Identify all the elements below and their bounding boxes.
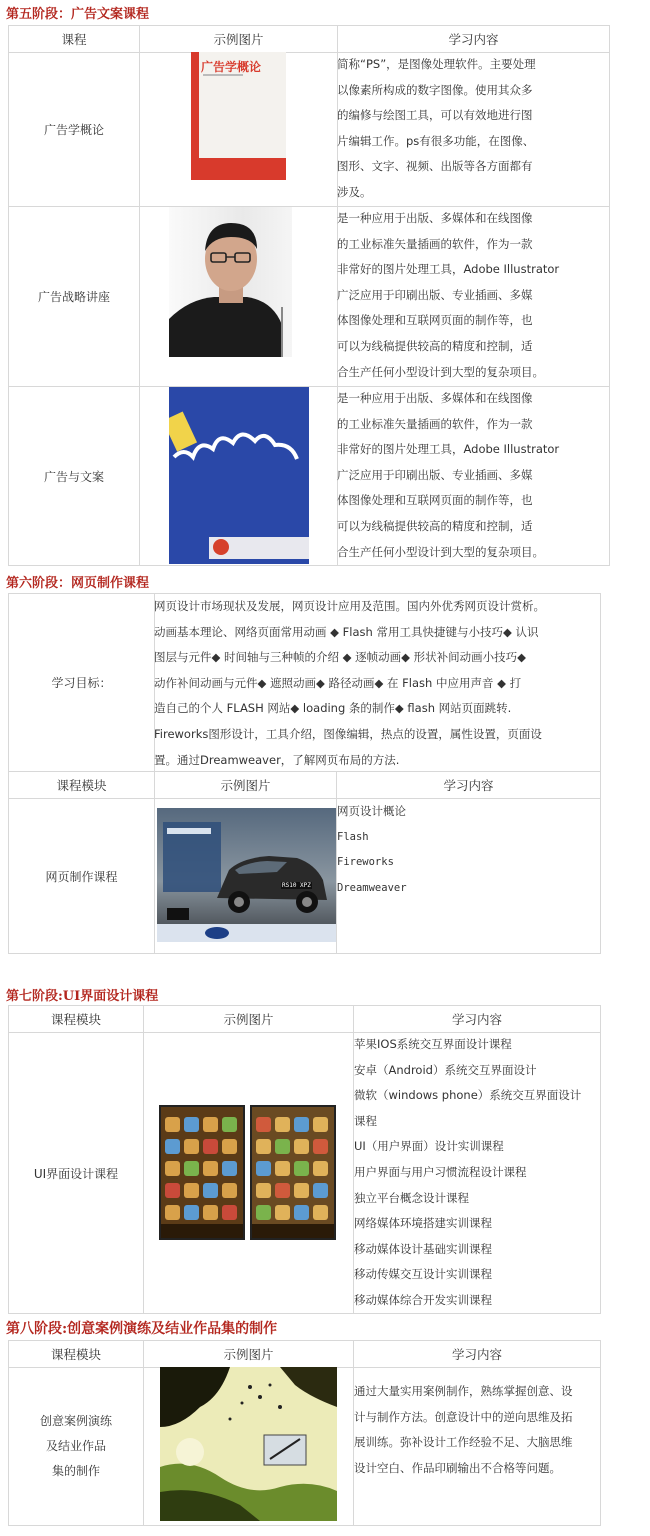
header-course: 课程 bbox=[9, 26, 140, 53]
goal-line: 网页设计市场现状及发展，网页设计应用及范围。国内外优秀网页设计赏析。 bbox=[154, 599, 545, 613]
description-line: 计与制作方法。创意设计中的逆向思维及拓 bbox=[354, 1409, 573, 1424]
header-content: 学习内容 bbox=[354, 1006, 601, 1033]
artwork-illustration bbox=[160, 1367, 337, 1521]
creative-artwork-image bbox=[160, 1367, 337, 1521]
course-name: 广告战略讲座 bbox=[9, 207, 140, 387]
description-line: 的工业标准矢量插画的软件，作为一款 bbox=[337, 416, 533, 431]
course-name bbox=[40, 1409, 112, 1484]
goal-label: 学习目标： bbox=[9, 594, 155, 772]
description-line: 简称“PS”，是图像处理软件。主要处理 bbox=[337, 57, 536, 71]
header-module: 课程模块 bbox=[9, 772, 155, 799]
description-line: 合生产任何小型设计到大型的复杂项目。 bbox=[337, 544, 544, 559]
app-icon-grid bbox=[252, 1107, 334, 1238]
cover-band bbox=[191, 158, 286, 180]
course-name-line: 集的制作 bbox=[51, 1464, 100, 1478]
content-item: Fireworks bbox=[337, 856, 394, 869]
course-name: 广告与文案 bbox=[9, 387, 140, 566]
description-line: 设计空白、作品印刷输出不合格等问题。 bbox=[354, 1460, 561, 1475]
course-name: UI界面设计课程 bbox=[9, 1033, 144, 1314]
description-line: 是一种应用于出版、多媒体和在线图像 bbox=[337, 211, 533, 225]
stage5-title: 第五阶段：广告文案课程 bbox=[6, 7, 150, 22]
description-line: 体图像处理和互联网页面的制作等，也 bbox=[337, 313, 533, 328]
description-line: 通过大量实用案例制作，熟练掌握创意、设 bbox=[354, 1384, 573, 1398]
course-name: 广告学概论 bbox=[9, 53, 140, 207]
campaign-poster-image bbox=[169, 387, 309, 564]
description-line: 广泛应用于印刷出版、专业插画、多媒 bbox=[337, 467, 533, 482]
stage7-title: 第七阶段:UI界面设计课程 bbox=[6, 989, 159, 1004]
description-line: 的工业标准矢量插画的软件，作为一款 bbox=[337, 236, 533, 251]
description-line: 片编辑工作。ps有很多功能，在图像、 bbox=[337, 133, 535, 148]
content-item: Dreamweaver bbox=[337, 881, 407, 894]
course-content-list bbox=[337, 799, 407, 901]
phone-screenshot-right bbox=[250, 1105, 336, 1240]
content-item: 微软（windows phone）系统交互界面设计 bbox=[354, 1088, 582, 1103]
content-item: 苹果IOS系统交互界面设计课程 bbox=[354, 1037, 512, 1051]
content-item: 网页设计概论 bbox=[337, 804, 406, 818]
speaker-illustration bbox=[169, 207, 292, 357]
header-content: 学习内容 bbox=[337, 772, 601, 799]
cover-line bbox=[203, 74, 243, 76]
content-item: UI（用户界面）设计实训课程 bbox=[354, 1139, 504, 1154]
header-content: 学习内容 bbox=[338, 26, 610, 53]
learning-goals bbox=[154, 594, 545, 773]
speaker-photo bbox=[169, 207, 292, 357]
content-item: Flash bbox=[337, 830, 369, 843]
header-image: 示例图片 bbox=[155, 772, 337, 799]
content-item: 移动媒体综合开发实训课程 bbox=[354, 1292, 492, 1307]
content-item: 课程 bbox=[354, 1113, 377, 1128]
header-image: 示例图片 bbox=[144, 1006, 354, 1033]
content-item: 安卓（Android）系统交互界面设计 bbox=[354, 1062, 537, 1077]
car-webpage-image bbox=[157, 808, 336, 942]
book-title: 广告学概论 bbox=[201, 60, 262, 74]
goal-line: Fireworks图形设计，工具介绍，图像编辑，热点的设置，属性设置，页面设 bbox=[154, 726, 542, 741]
description-line: 合生产任何小型设计到大型的复杂项目。 bbox=[337, 364, 544, 379]
course-description bbox=[354, 1379, 573, 1481]
goal-line: 造自己的个人 FLASH 网站◆ loading 条的制作◆ flash 网站页面跳转. bbox=[154, 701, 512, 716]
content-item: 独立平台概念设计课程 bbox=[354, 1190, 469, 1205]
car-illustration bbox=[157, 808, 336, 942]
stage6-title: 第六阶段：网页制作课程 bbox=[6, 576, 150, 591]
description-line: 非常好的图片处理工具，Adobe Illustrator bbox=[337, 442, 560, 457]
description-line: 涉及。 bbox=[337, 184, 372, 199]
description-line: 图形、文字、视频、出版等各方面都有 bbox=[337, 159, 533, 174]
goal-line: 置。通过Dreamweaver，了解网页布局的方法. bbox=[154, 752, 400, 767]
app-icon-grid bbox=[161, 1107, 243, 1238]
course-description bbox=[337, 206, 559, 385]
header-image: 示例图片 bbox=[144, 1341, 354, 1368]
description-line: 可以为线稿提供较高的精度和控制，适 bbox=[337, 518, 533, 533]
description-line: 可以为线稿提供较高的精度和控制，适 bbox=[337, 338, 533, 353]
goal-line: 动作补间动画与元件◆ 遮照动画◆ 路径动画◆ 在 Flash 中应用声音 ◆ 打 bbox=[154, 675, 522, 690]
book-cover-image bbox=[191, 52, 286, 180]
course-name-cell bbox=[9, 1368, 144, 1526]
description-line: 非常好的图片处理工具，Adobe Illustrator bbox=[337, 262, 560, 277]
description-line: 展训练。弥补设计工作经验不足、大脑思维 bbox=[354, 1435, 573, 1450]
header-module: 课程模块 bbox=[9, 1341, 144, 1368]
content-item: 用户界面与用户习惯流程设计课程 bbox=[354, 1164, 527, 1179]
header-module: 课程模块 bbox=[9, 1006, 144, 1033]
content-item: 移动媒体设计基础实训课程 bbox=[354, 1241, 492, 1256]
course-description bbox=[337, 52, 536, 206]
description-line: 是一种应用于出版、多媒体和在线图像 bbox=[337, 391, 533, 405]
stage8-title: 第八阶段:创意案例演练及结业作品集的制作 bbox=[6, 1321, 278, 1337]
description-line: 体图像处理和互联网页面的制作等，也 bbox=[337, 493, 533, 508]
course-content-list bbox=[354, 1032, 581, 1314]
header-content: 学习内容 bbox=[354, 1341, 601, 1368]
phone-screenshot-left bbox=[159, 1105, 245, 1240]
description-line: 以像素所构成的数字图像。使用其众多 bbox=[337, 82, 533, 97]
poster-illustration bbox=[169, 387, 309, 564]
header-image: 示例图片 bbox=[140, 26, 338, 53]
content-item: 网络媒体环境搭建实训课程 bbox=[354, 1216, 492, 1231]
goal-line: 图层与元件◆ 时间轴与三种帧的介绍 ◆ 逐帧动画◆ 形状补间动画小技巧◆ bbox=[154, 650, 526, 665]
course-description bbox=[337, 386, 559, 565]
course-name: 网页制作课程 bbox=[9, 799, 155, 954]
license-plate: RS10 XPZ bbox=[282, 882, 311, 889]
goal-line: 动画基本理论、网络页面常用动画 ◆ Flash 常用工具快捷键与小技巧◆ 认识 bbox=[154, 624, 539, 639]
description-line: 的编修与绘图工具，可以有效地进行图 bbox=[337, 108, 533, 123]
description-line: 广泛应用于印刷出版、专业插画、多媒 bbox=[337, 287, 533, 302]
course-name-line: 创意案例演练 bbox=[39, 1414, 112, 1428]
content-item: 移动传媒交互设计实训课程 bbox=[354, 1267, 492, 1282]
course-name-line: 及结业作品 bbox=[45, 1439, 106, 1453]
